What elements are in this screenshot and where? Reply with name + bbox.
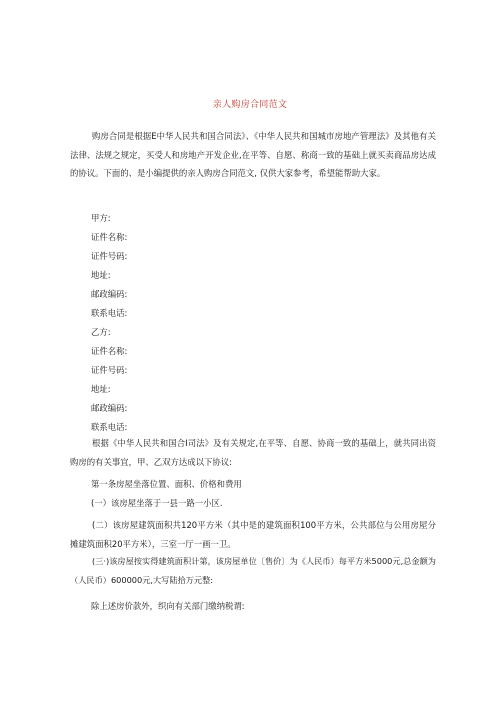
party-b-address: 地址: bbox=[91, 384, 111, 394]
item-1: (一）该房屋坐落于一县一路一小区. bbox=[91, 498, 223, 508]
taxes-line: 除上述房价款外，织向有关部门缴纳税谓: bbox=[91, 601, 245, 611]
intro-paragraph: 购房合同是根据E中华人民共和国合同法》、《中华人民共和国城市房地产管理法》及其他有关法律、法规之规定，买受人和房地产开发企业,在平等、自愿、称商一致的基础上就买卖商品房达成的协议。下面的、是小编提供的亲人购房合同范文, 仅供大家参考，希望能帮助大家。 bbox=[70, 131, 436, 179]
item-2: (二）该房屋建筑面积共120平方米（其中是的建筑面积100平方米，公共部位与公用房屋分摊建筑面积20平方米），三室一厅一画一卫。 bbox=[70, 520, 436, 549]
item-3: (三·)该房屋按实得建筑面积计第，该房屋单位〔售价〕为《人民币）每平方米5000元,总金额为（人民币）600000元,大写陆拾万元整: bbox=[70, 556, 436, 585]
article-1-title: 第一条房屋坐落位置、面积、价格和费用 bbox=[91, 479, 242, 489]
party-b-postcode: 邮政编码: bbox=[91, 403, 128, 413]
party-a-id-number: 证件号码: bbox=[91, 251, 128, 261]
party-a-phone: 联系电话: bbox=[91, 308, 128, 318]
party-b-phone: 联系电话: bbox=[91, 422, 128, 432]
party-a-address: 地址: bbox=[91, 270, 111, 280]
party-b-id-name: 证件名称: bbox=[91, 346, 128, 356]
agreement-paragraph: 根据《中华人民共和国合I司法》及有关规定,在平等、自愿、协商一致的基础上，就共同出资购房的有关事宜，甲、乙双方达成以下协议: bbox=[70, 438, 436, 467]
party-b-label: 乙方: bbox=[91, 327, 111, 337]
party-a-postcode: 邮政编码: bbox=[91, 289, 128, 299]
party-b-id-number: 证件号码: bbox=[91, 365, 128, 375]
document-title: 亲人购房合同范文 bbox=[212, 100, 288, 110]
party-a-id-name: 证件名称: bbox=[91, 232, 128, 242]
party-a-label: 甲方: bbox=[91, 213, 111, 223]
